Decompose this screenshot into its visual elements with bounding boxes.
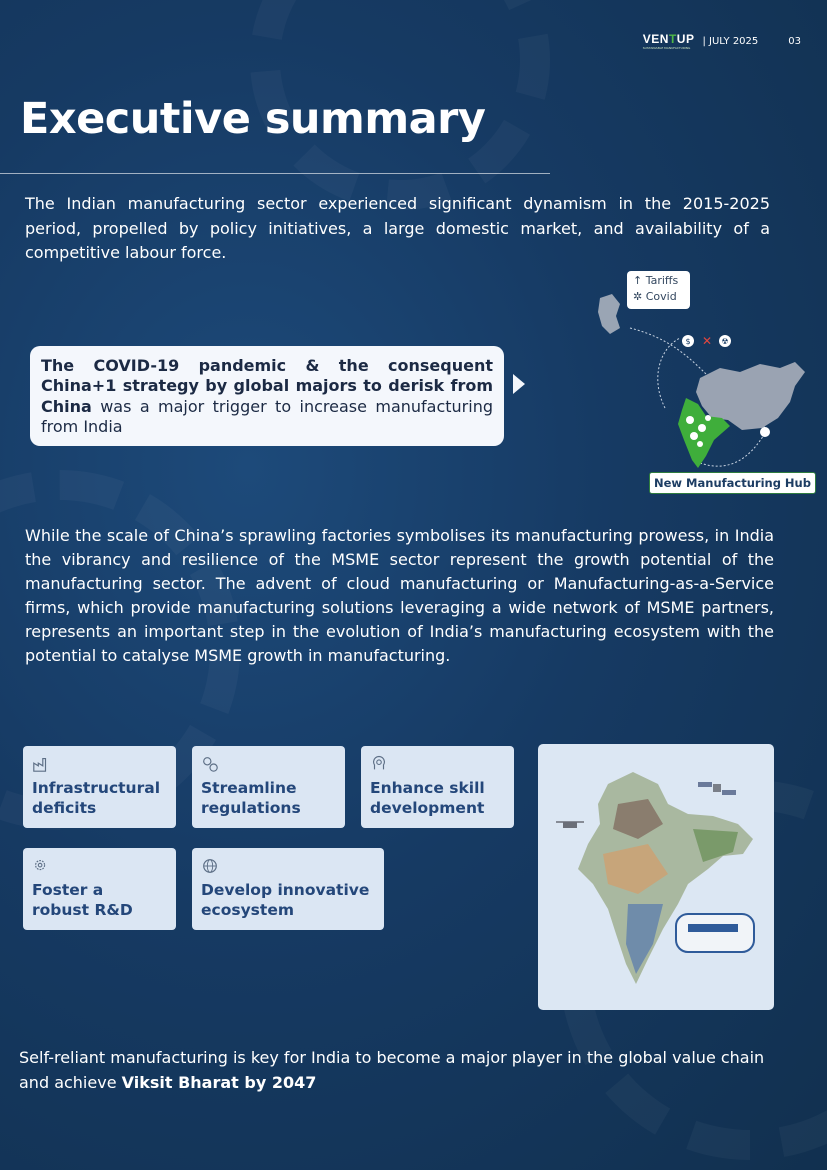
gears-icon — [201, 755, 219, 773]
card-infrastructural-deficits — [23, 746, 176, 828]
card-title-line2: deficits — [32, 798, 97, 817]
card-foster-robust-rnd — [23, 848, 176, 930]
card-title-line2: ecosystem — [201, 900, 294, 919]
card-title-line2: regulations — [201, 798, 301, 817]
body-paragraph: While the scale of China’s sprawling factories symbolises its manufacturing prowess, in India the vibrancy and resilience of the MSME sector represent the growth potential of the manufacturing sector. The advent of cloud manufacturing or Manufacturing-as-a-Service firms, which provide manufacturing solutions leveraging a wide network of MSME partners, represents an important step in the evolution of India’s manufacturing ecosystem with the potential to catalyse MSME growth in manufacturing. — [25, 526, 774, 665]
card-title-line1: Foster a — [32, 881, 104, 899]
logo-text-right: UP — [676, 32, 695, 46]
factory-icon — [32, 755, 50, 773]
callout-pointer — [513, 374, 525, 394]
card-title-line1: Infrastructural — [32, 779, 161, 797]
new-manufacturing-hub-label: New Manufacturing Hub — [649, 472, 816, 494]
brain-icon — [370, 755, 388, 773]
tariffs-covid-tag — [627, 271, 690, 309]
logo-text-accent: T — [668, 32, 677, 46]
svg-text:☢: ☢ — [721, 337, 729, 346]
card-title-line1: Enhance skill — [370, 779, 485, 797]
card-title-line1: Develop innovative — [201, 881, 370, 899]
card-develop-innovative-ecosystem — [192, 848, 384, 930]
callout-text: was a major trigger to increase manufacturing from India — [41, 396, 493, 436]
logo-text-left: VEN — [642, 32, 669, 46]
arrow-up-icon: ↑ — [633, 274, 643, 287]
title-divider — [0, 173, 550, 174]
cross-icon — [702, 334, 712, 348]
card-title-line2: development — [370, 798, 485, 817]
biohazard-icon — [719, 335, 731, 347]
page-title: Executive summary — [20, 94, 486, 144]
globe-icon — [201, 857, 219, 875]
train-image — [676, 914, 754, 952]
brand-logo — [643, 32, 695, 50]
card-title-line1: Streamline — [201, 779, 297, 797]
tag-covid: Covid — [645, 290, 677, 303]
card-streamline-regulations — [192, 746, 345, 828]
page-header — [643, 32, 801, 50]
conclusion-paragraph — [19, 1046, 799, 1095]
conclusion-text: Self-reliant manufacturing is key for India to become a major player in the global value chain and achieve — [19, 1048, 765, 1092]
card-title-line2: robust R&D — [32, 900, 133, 919]
callout-box — [30, 346, 504, 446]
drone-icon — [556, 822, 584, 828]
port-icon — [760, 427, 770, 437]
virus-icon: ✲ — [633, 290, 643, 303]
gear-icon — [32, 857, 50, 875]
europe-landmass — [598, 294, 620, 334]
trade-route-line-2 — [658, 338, 680, 408]
svg-text:✕: ✕ — [701, 334, 713, 348]
china-india-map-illustration — [590, 268, 810, 498]
dollar-icon — [682, 335, 694, 347]
logo-tagline: SUSTAINABLE MANUFACTURING — [642, 46, 691, 50]
train-window-band — [688, 924, 738, 932]
india-manufacturing-collage-image — [538, 744, 774, 1010]
tag-tariffs: Tariffs — [645, 274, 679, 287]
card-enhance-skill-development — [361, 746, 514, 828]
callout-bold-text: The COVID-19 pandemic & the consequent China+1 strategy by global majors to derisk from China — [41, 356, 493, 416]
conclusion-bold-text: Viksit Bharat by 2047 — [121, 1072, 317, 1092]
page-number: 03 — [788, 35, 801, 47]
header-date: | JULY 2025 — [702, 35, 759, 47]
intro-paragraph: The Indian manufacturing sector experienced significant dynamism in the 2015-2025 period, propelled by policy initiatives, a large domestic market, and availability of a competitive labour force. — [25, 194, 770, 262]
svg-text:$: $ — [685, 337, 691, 346]
india-collage-panel — [538, 744, 774, 1010]
satellite-icon — [698, 782, 736, 795]
